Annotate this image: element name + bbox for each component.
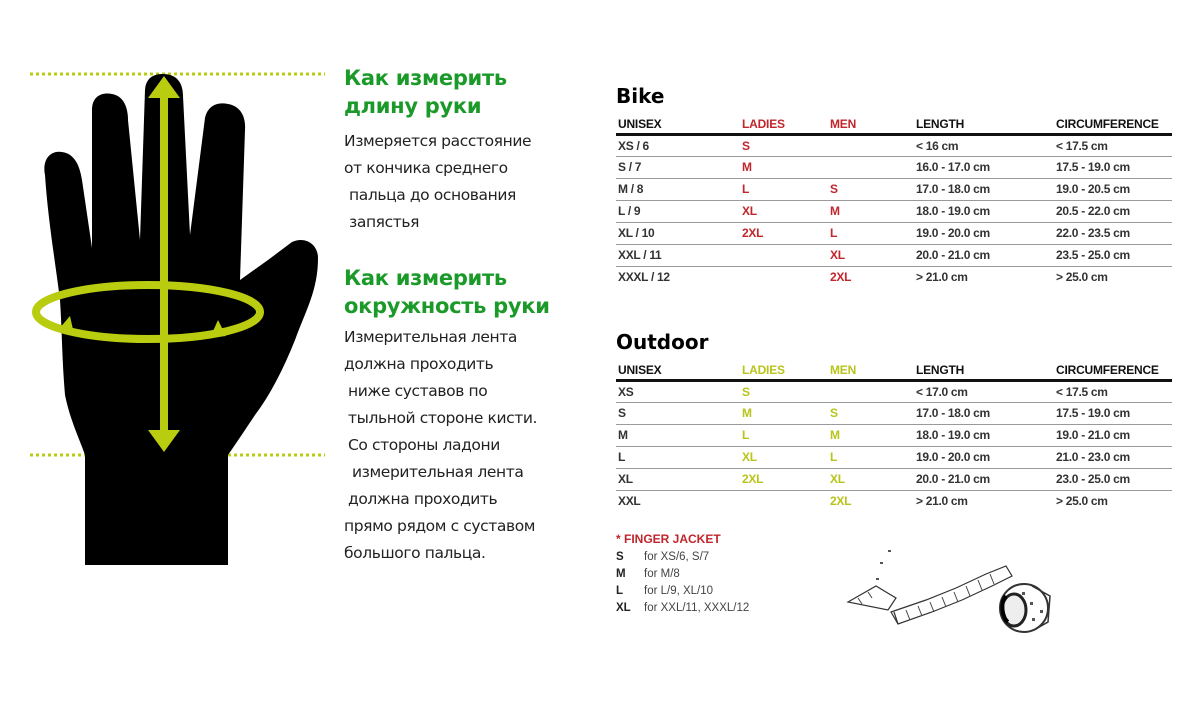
cell-men: XL [828,244,914,266]
cell-circumference: 17.5 - 19.0 cm [1054,402,1172,424]
length-description-line: Измеряется расстояние [344,132,532,150]
circumference-instructions [344,264,550,567]
cell-ladies: M [740,156,828,178]
cell-men: 2XL [830,494,852,509]
cell-unisex: L / 9 [616,200,740,222]
column-header-men: MEN [828,114,914,134]
cell-length: < 17.0 cm [914,380,1054,402]
cell-ladies: 2XL [740,222,828,244]
finger-jacket-desc: for XXL/11, XXXL/12 [644,602,750,614]
cell-circumference: > 25.0 cm [1056,494,1108,509]
cell-unisex: XXL [618,494,641,509]
finger-jacket-title: * FINGER JACKET [616,532,721,546]
cell-unisex: L [616,446,740,468]
cell-ladies: XL [740,200,828,222]
table-header-row [616,360,1172,380]
hand-measurement-figure [0,60,340,580]
cell-ladies [740,490,828,512]
cell-circumference: 21.0 - 23.0 cm [1054,446,1172,468]
cell-unisex: XL [616,468,740,490]
column-header-length: LENGTH [914,114,1054,134]
bike-size-table [616,114,1172,288]
column-header-ladies: LADIES [740,114,828,134]
finger-jacket-desc: for M/8 [644,568,680,580]
finger-jacket-size: L [616,585,624,597]
table-row [616,178,1172,200]
length-description-line: пальца до основания [349,186,516,204]
cell-ladies: M [740,402,828,424]
finger-jacket-item [616,600,749,617]
measuring-tape-icon [836,540,1076,650]
cell-circumference: 19.0 - 21.0 cm [1054,424,1172,446]
table-row [616,134,1172,156]
column-header-unisex: UNISEX [616,114,740,134]
cell-length: 18.0 - 19.0 cm [914,200,1054,222]
cell-circumference: 23.5 - 25.0 cm [1054,244,1172,266]
cell-unisex: S [616,402,740,424]
circumference-description-line: большого пальца. [344,544,486,562]
table-row [616,200,1172,222]
cell-ladies: S [740,134,828,156]
circumference-title-line: окружность руки [344,294,550,318]
cell-circumference: 22.0 - 23.5 cm [1054,222,1172,244]
circumference-description-line: должна проходить [348,490,498,508]
cell-ladies: 2XL [740,468,828,490]
cell-ladies: L [740,178,828,200]
cell-men: M [828,424,914,446]
finger-jacket-desc: for L/9, XL/10 [644,585,714,597]
table-row [616,402,1172,424]
bike-size-section [616,82,1176,288]
cell-men [828,156,914,178]
cell-unisex: M [616,424,740,446]
cell-length: 19.0 - 20.0 cm [914,446,1054,468]
cell-length: 19.0 - 20.0 cm [914,222,1054,244]
circumference-description-line: ниже суставов по [348,382,488,400]
length-title-line: длину руки [344,94,482,118]
cell-ladies [740,244,828,266]
finger-jacket-legend [616,532,749,617]
cell-men: L [828,446,914,468]
cell-unisex: XS [616,380,740,402]
cell-length: > 21.0 cm [916,270,968,285]
table-row [616,266,1172,288]
table-row [616,446,1172,468]
column-header-men: MEN [828,360,914,380]
cell-unisex: M / 8 [616,178,740,200]
cell-circumference: < 17.5 cm [1054,134,1172,156]
circumference-description-line: измерительная лента [352,463,524,481]
finger-jacket-size: XL [616,602,631,614]
cell-length: 17.0 - 18.0 cm [914,402,1054,424]
finger-jacket-desc: for XS/6, S/7 [644,551,710,563]
length-description [344,128,531,236]
column-header-circumference: CIRCUMFERENCE [1054,114,1172,134]
column-header-length: LENGTH [914,360,1054,380]
cell-men: S [828,402,914,424]
circumference-description-line: тыльной стороне кисти. [348,409,538,427]
cell-circumference: 17.5 - 19.0 cm [1054,156,1172,178]
cell-men: L [828,222,914,244]
outdoor-size-table [616,360,1172,512]
length-title [344,64,531,120]
table-row [616,380,1172,402]
length-instructions [344,64,531,236]
cell-circumference: 20.5 - 22.0 cm [1054,200,1172,222]
length-description-line: от кончика среднего [344,159,508,177]
circumference-description-line: Со стороны ладони [348,436,500,454]
table-row [616,222,1172,244]
finger-jacket-size: S [616,551,624,563]
cell-men: S [828,178,914,200]
cell-ladies: XL [740,446,828,468]
finger-jacket-size: M [616,568,626,580]
hand-silhouette-icon [0,60,340,580]
cell-length: 20.0 - 21.0 cm [914,244,1054,266]
cell-length: 18.0 - 19.0 cm [914,424,1054,446]
table-row [616,156,1172,178]
finger-jacket-item [616,566,749,583]
circumference-description [344,324,550,567]
column-header-unisex: UNISEX [616,360,740,380]
cell-ladies [740,266,828,288]
table-row [616,424,1172,446]
cell-circumference: > 25.0 cm [1056,270,1108,285]
cell-length: 20.0 - 21.0 cm [914,468,1054,490]
table-row [616,490,1172,512]
cell-ladies: S [740,380,828,402]
length-description-line: запястья [349,213,420,231]
circumference-description-line: Измерительная лента [344,328,517,346]
column-header-ladies: LADIES [740,360,828,380]
cell-circumference: < 17.5 cm [1054,380,1172,402]
cell-ladies: L [740,424,828,446]
circumference-description-line: прямо рядом с суставом [344,517,536,535]
cell-men [828,134,914,156]
cell-men: M [828,200,914,222]
bike-title: Bike [616,84,665,108]
cell-circumference: 23.0 - 25.0 cm [1054,468,1172,490]
cell-men [828,380,914,402]
table-row [616,468,1172,490]
cell-unisex: XXL / 11 [616,244,740,266]
cell-length: > 21.0 cm [916,494,968,509]
finger-jacket-item [616,549,749,566]
circumference-description-line: должна проходить [344,355,494,373]
length-title-line: Как измерить [344,66,507,90]
cell-length: 17.0 - 18.0 cm [914,178,1054,200]
cell-unisex: S / 7 [616,156,740,178]
outdoor-title: Outdoor [616,330,709,354]
circumference-title-line: Как измерить [344,266,507,290]
column-header-circumference: CIRCUMFERENCE [1054,360,1172,380]
table-header-row [616,114,1172,134]
table-row [616,244,1172,266]
outdoor-size-section [616,328,1176,512]
cell-men: 2XL [830,270,852,285]
circumference-title [344,264,550,320]
cell-circumference: 19.0 - 20.5 cm [1054,178,1172,200]
cell-unisex: XXXL / 12 [618,270,670,285]
finger-jacket-item [616,583,749,600]
cell-unisex: XS / 6 [616,134,740,156]
cell-length: < 16 cm [914,134,1054,156]
cell-length: 16.0 - 17.0 cm [914,156,1054,178]
cell-unisex: XL / 10 [616,222,740,244]
cell-men: XL [828,468,914,490]
